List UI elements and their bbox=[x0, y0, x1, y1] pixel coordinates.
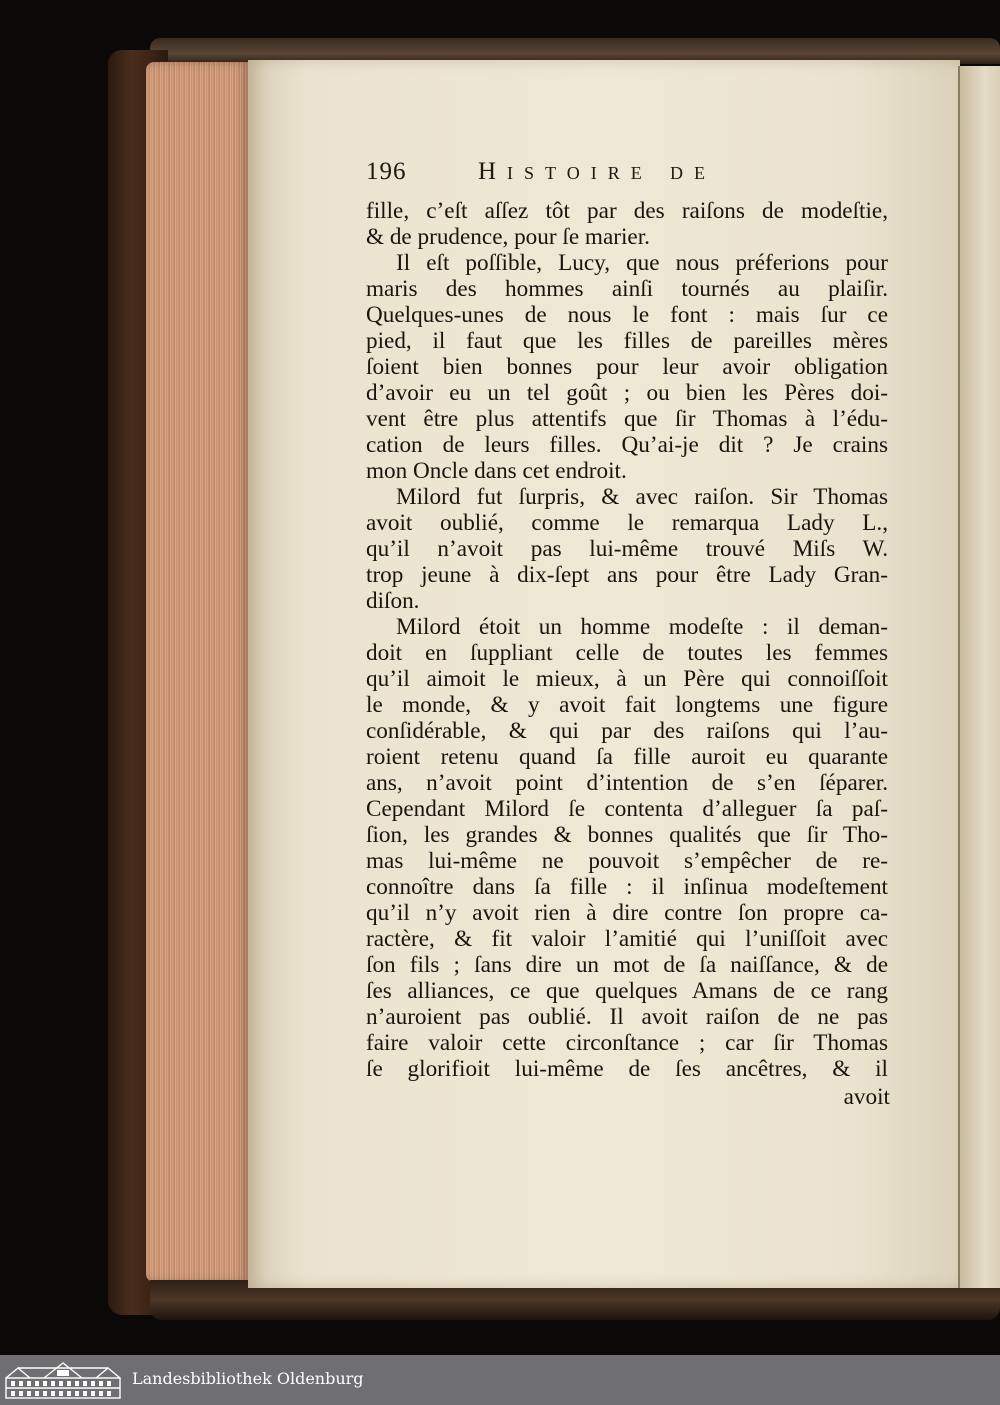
text-line: faire valoir cette circonſtance ; car ſir Thomas bbox=[366, 1030, 888, 1056]
text-line: trop jeune à dix-ſept ans pour être Lady Gran- bbox=[366, 562, 888, 588]
text-line: ans, n’avoit point d’intention de s’en ſéparer. bbox=[366, 770, 888, 796]
text-line: avoit oublié, comme le remarqua Lady L., bbox=[366, 510, 888, 536]
text-line: Il eſt poſſible, Lucy, que nous préferions pour bbox=[396, 250, 888, 276]
text-line: fille, c’eſt aſſez tôt par des raiſons de modeſtie, bbox=[366, 198, 888, 224]
text-line: mas lui-même ne pouvoit s’empêcher de re- bbox=[366, 848, 888, 874]
catchword: avoit bbox=[843, 1084, 890, 1110]
library-building-icon bbox=[4, 1360, 122, 1400]
text-line: d’avoir eu un tel goût ; ou bien les Pères doi- bbox=[366, 380, 888, 406]
text-line: qu’il n’y avoit rien à dire contre ſon propre ca- bbox=[366, 900, 888, 926]
text-line: vent être plus attentifs que ſir Thomas à l’édu- bbox=[366, 406, 888, 432]
text-line: qu’il n’avoit pas lui-même trouvé Miſs W. bbox=[366, 536, 888, 562]
text-line: qu’il aimoit le mieux, à un Père qui connoiſſoit bbox=[366, 666, 888, 692]
text-line: diſon. bbox=[366, 588, 420, 614]
page-number: 196 bbox=[366, 158, 407, 185]
text-line: le monde, & y avoit fait longtems une figure bbox=[366, 692, 888, 718]
text-line: cation de leurs filles. Qu’ai-je dit ? Je crains bbox=[366, 432, 888, 458]
text-line: & de prudence, pour ſe marier. bbox=[366, 224, 650, 250]
text-line: doit en ſuppliant celle de toutes les femmes bbox=[366, 640, 888, 666]
text-line: Cependant Milord ſe contenta d’alleguer ſa paſ- bbox=[366, 796, 888, 822]
facing-page-edge bbox=[958, 66, 1000, 1288]
text-line: roient retenu quand ſa fille auroit eu quarante bbox=[366, 744, 888, 770]
text-line: Quelques-unes de nous le font : mais ſur ce bbox=[366, 302, 888, 328]
text-line: ſe glorifioit lui-même de ſes ancêtres, & il bbox=[366, 1056, 888, 1082]
text-line: ſon fils ; ſans dire un mot de ſa naiſſance, & de bbox=[366, 952, 888, 978]
running-head bbox=[366, 158, 886, 192]
text-line: pied, il faut que les filles de pareilles mères bbox=[366, 328, 888, 354]
text-line: ſes alliances, ce que quelques Amans de ce rang bbox=[366, 978, 888, 1004]
text-line: Milord étoit un homme modeſte : il deman- bbox=[396, 614, 888, 640]
text-line: n’auroient pas oublié. Il avoit raiſon de ne pas bbox=[366, 1004, 888, 1030]
text-line: ſoient bien bonnes pour leur avoir obligation bbox=[366, 354, 888, 380]
text-line: connoître dans ſa fille : il inſinua modeſtement bbox=[366, 874, 888, 900]
library-name: Landesbibliothek Oldenburg bbox=[132, 1369, 364, 1388]
text-line: maris des hommes ainſi tournés au plaiſir. bbox=[366, 276, 888, 302]
body-text bbox=[366, 198, 888, 1082]
page-edges bbox=[146, 62, 250, 1282]
text-line: ſion, les grandes & bonnes qualités que ſir Tho- bbox=[366, 822, 888, 848]
text-line: mon Oncle dans cet endroit. bbox=[366, 458, 627, 484]
text-line: ractère, & fit valoir l’amitié qui l’uniſſoit avec bbox=[366, 926, 888, 952]
text-line: conſidérable, & qui par des raiſons qui l’au- bbox=[366, 718, 888, 744]
text-line: Milord fut ſurpris, & avec raiſon. Sir Thomas bbox=[396, 484, 888, 510]
header-title: Histoire de bbox=[478, 158, 716, 185]
